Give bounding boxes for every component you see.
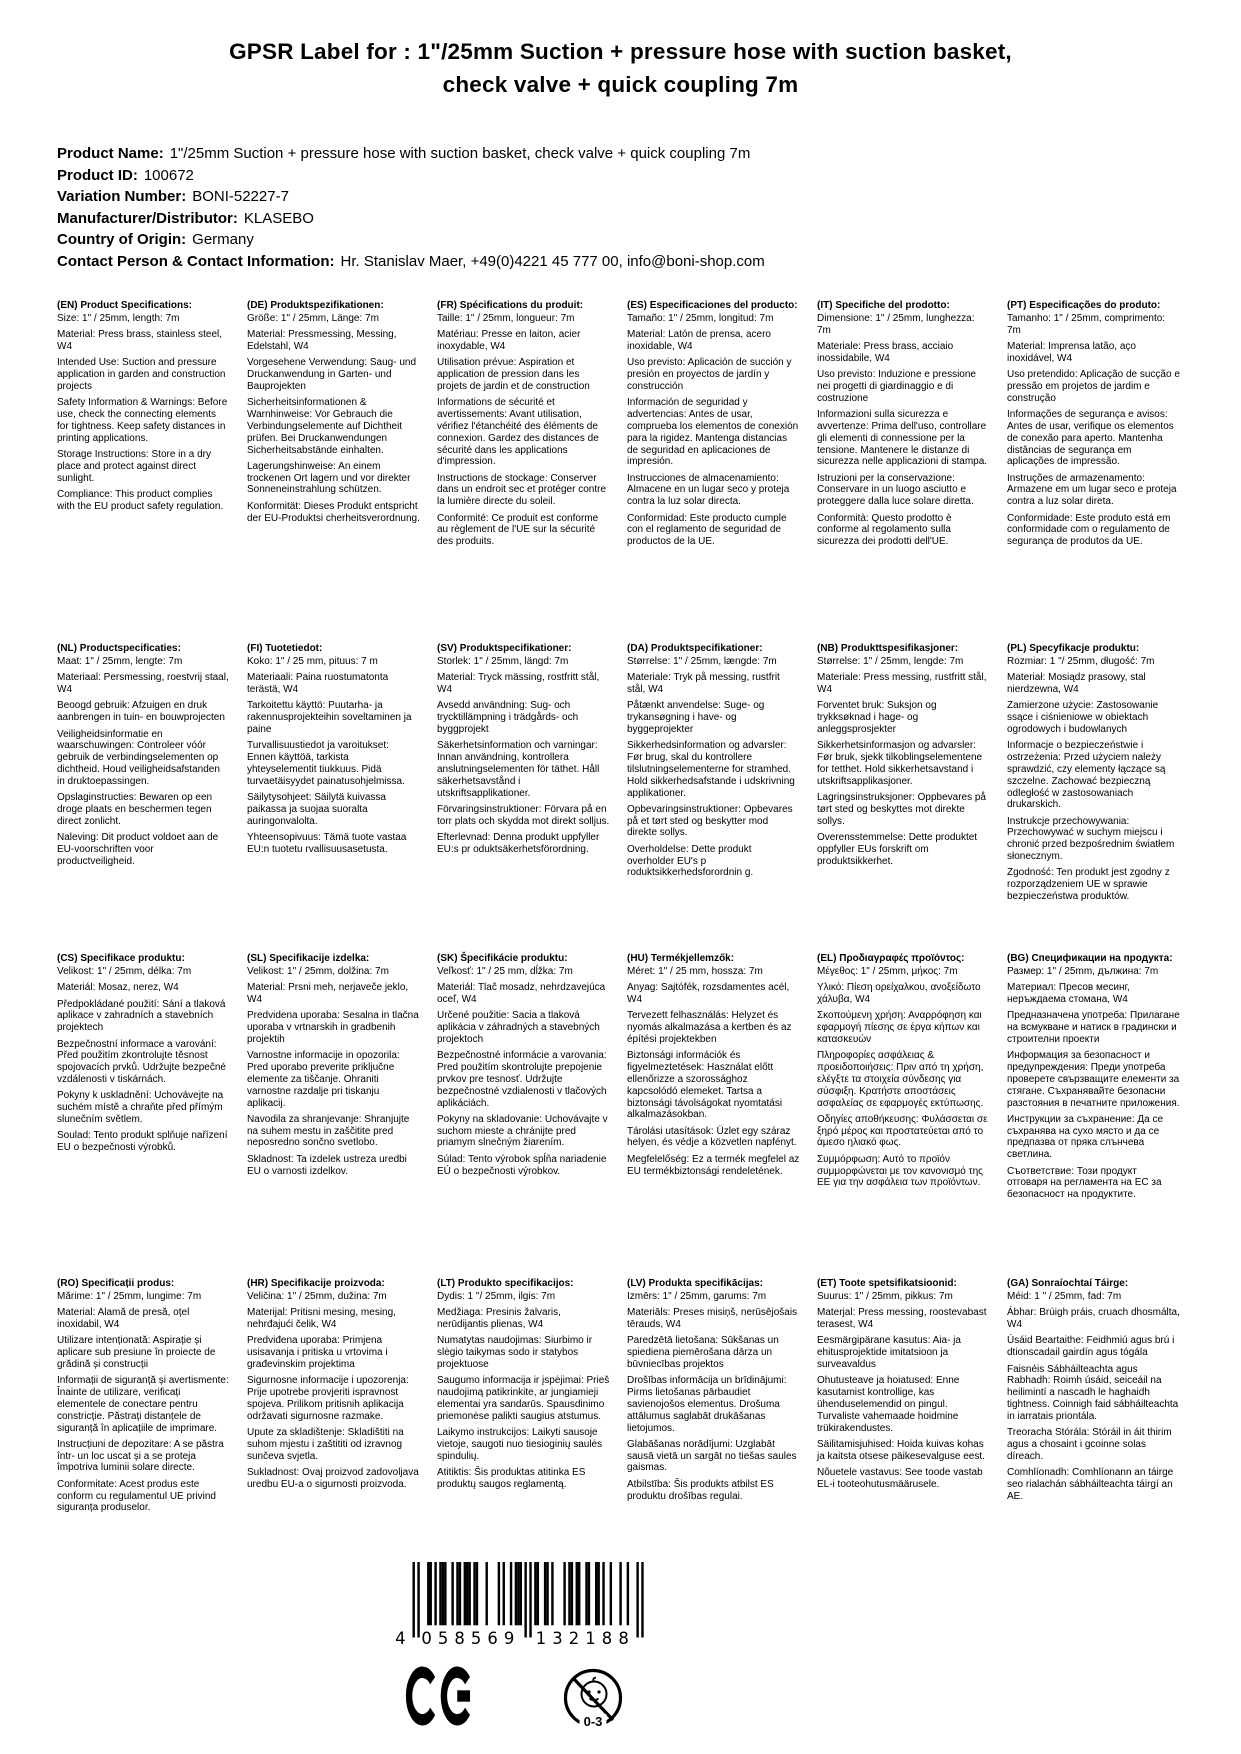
variation-number-value: BONI-52227-7 bbox=[192, 188, 289, 206]
age-warning-icon bbox=[562, 1665, 624, 1735]
spec-paragraph: Påtænkt anvendelse: Suge- og trykansøgning i have- og byggeprojekter bbox=[627, 700, 765, 736]
spec-paragraph: Συμμόρφωση: Αυτό το προϊόν συμμορφώνεται με τον κανονισμό της ΕΕ για την ασφάλεια των προϊόντων. bbox=[817, 1153, 983, 1189]
spec-block bbox=[247, 1278, 420, 1495]
barcode-digits-left: 058569 bbox=[421, 1629, 521, 1647]
spec-block bbox=[57, 300, 230, 517]
spec-block bbox=[627, 1278, 800, 1507]
spec-paragraph: Tamaño: 1" / 25mm, longitud: 7m bbox=[627, 313, 774, 325]
spec-paragraph: Tervezett felhasználás: Helyzet és nyomás alkalmazása a kertben és az építési projektekben bbox=[627, 1010, 792, 1046]
spec-paragraph: Předpokládané použití: Sání a tlaková aplikace v zahradních a stavebních projektech bbox=[57, 998, 226, 1034]
spec-paragraph: Sukladnost: Ovaj proizvod zadovoljava uredbu EU-a o sigurnosti proizvoda. bbox=[247, 1466, 419, 1490]
spec-paragraph: Rozmiar: 1 "/ 25mm, długość: 7m bbox=[1007, 656, 1155, 668]
spec-block bbox=[247, 300, 420, 529]
spec-paragraph: Veiligheidsinformatie en waarschuwingen: Controleer vóór gebruik de verbindingselementen op dichtheid. Houd veiligheidsafstanden in druktoepassingen. bbox=[57, 728, 220, 787]
spec-block-title: (NB) Produkttspesifikasjoner: bbox=[817, 643, 959, 655]
spec-block-title: (DE) Produktspezifikationen: bbox=[247, 300, 384, 312]
spec-paragraph: Informations de sécurité et avertissements: Avant utilisation, vérifiez l'étanchéité des éléments de connexion. Gardez des distances de sécurité dans les applications d'impression. bbox=[437, 397, 599, 468]
spec-paragraph: Saugumo informacija ir įspėjimai: Prieš naudojimą patikrinkite, ar jungiamieji elementai yra sandarūs. Spausdinimo priemonėse palikti saugius atstumus. bbox=[437, 1375, 610, 1422]
spec-block bbox=[437, 643, 610, 860]
spec-paragraph: Laikymo instrukcijos: Laikyti sausoje vietoje, saugoti nuo tiesioginių saulės spindulių. bbox=[437, 1427, 603, 1462]
spec-paragraph: Informazioni sulla sicurezza e avvertenze: Prima dell'uso, controllare gli elementi di connessione per la tensione. Mantenere le distanze di sicurezza nelle applicazioni di stampa. bbox=[817, 409, 988, 468]
spec-paragraph: Säkerhetsinformation och varningar: Innan användning, kontrollera anslutningselementen för täthet. Håll säkerhetsavstånd i utskriftsapplikationer. bbox=[437, 740, 600, 799]
spec-paragraph: Material: Tryck mässing, rostfritt stål, W4 bbox=[437, 672, 600, 696]
spec-paragraph: Größe: 1" / 25mm, Länge: 7m bbox=[247, 313, 379, 325]
spec-paragraph: Varnostne informacije in opozorila: Pred uporabo preverite priključne elemente za tiščanje. Ohraniti varnostne razdalje pri tiskanju aplikacij. bbox=[247, 1050, 400, 1109]
spec-paragraph: Instrukcje przechowywania: Przechowywać w suchym miejscu i chronić przed bezpośrednim światłem słonecznym. bbox=[1007, 815, 1175, 862]
spec-paragraph: Förvaringsinstruktioner: Förvara på en torr plats och skydda mot direkt solljus. bbox=[437, 803, 610, 827]
spec-paragraph: Предназначена употреба: Прилагане на всмукване и натиск в градински и строителни проекти bbox=[1007, 1010, 1180, 1046]
spec-paragraph: Μέγεθος: 1" / 25mm, μήκος: 7m bbox=[817, 966, 958, 978]
product-id-row bbox=[57, 165, 1184, 187]
spec-paragraph: Säilitamisjuhised: Hoida kuivas kohas ja kaitsta otsese päikesevalguse eest. bbox=[817, 1438, 985, 1462]
spec-block-title: (FR) Spécifications du produit: bbox=[437, 300, 584, 312]
spec-block bbox=[817, 1278, 990, 1495]
spec-block-title: (DA) Produktspecifikationer: bbox=[627, 643, 763, 655]
age-warning-label: 0-3 bbox=[583, 1714, 603, 1730]
spec-paragraph: Veľkosť: 1" / 25 mm, dĺžka: 7m bbox=[437, 966, 573, 978]
spec-paragraph: Atitiktis: Šis produktas atitinka ES produktų saugos reglamentą. bbox=[437, 1466, 586, 1490]
spec-paragraph: Materjal: Press messing, roostevabast terasest, W4 bbox=[817, 1307, 987, 1331]
spec-paragraph: Anyag: Sajtófék, rozsdamentes acél, W4 bbox=[627, 982, 790, 1006]
spec-paragraph: Treoracha Stórála: Stóráil in áit thirim agus a chosaint i gcoinne solas díreach. bbox=[1007, 1427, 1172, 1462]
spec-block-title: (GA) Sonraíochtaí Táirge: bbox=[1007, 1278, 1129, 1290]
product-id-label: Product ID: bbox=[57, 166, 138, 184]
spec-paragraph: Avsedd användning: Sug- och trycktillämpning i trädgårds- och byggprojekt bbox=[437, 700, 579, 736]
spec-paragraph: Materiale: Press brass, acciaio inossidabile, W4 bbox=[817, 341, 954, 364]
spec-paragraph: Materiał: Mosiądz prasowy, stal nierdzewna, W4 bbox=[1007, 672, 1146, 696]
spec-paragraph: Súlad: Tento výrobok spĺňa nariadenie EÚ o bezpečnosti výrobkov. bbox=[437, 1153, 607, 1177]
spec-paragraph: Velikost: 1" / 25mm, dolžina: 7m bbox=[247, 966, 389, 978]
spec-paragraph: Suurus: 1" / 25mm, pikkus: 7m bbox=[817, 1291, 953, 1303]
spec-paragraph: Material: Imprensa latão, aço inoxidável, W4 bbox=[1007, 341, 1136, 364]
spec-paragraph: Utilisation prévue: Aspiration et application de pression dans les projets de jardin et de construction bbox=[437, 357, 590, 393]
spec-paragraph: Storlek: 1" / 25mm, längd: 7m bbox=[437, 656, 569, 668]
spec-paragraph: Σκοπούμενη χρήση: Αναρρόφηση και εφαρμογή πίεσης σε έργα κήπων και κατασκευών bbox=[817, 1010, 982, 1046]
spec-paragraph: Predviđena uporaba: Primjena usisavanja i pritiska u vrtovima i građevinskim projektima bbox=[247, 1335, 388, 1371]
spec-paragraph: Ábhar: Brúigh práis, cruach dhosmálta, W4 bbox=[1007, 1307, 1180, 1331]
spec-paragraph: Intended Use: Suction and pressure application in garden and construction projects bbox=[57, 357, 226, 393]
spec-block bbox=[437, 953, 610, 1182]
barcode bbox=[393, 1562, 655, 1651]
spec-paragraph: Размер: 1" / 25mm, дължина: 7m bbox=[1007, 966, 1159, 978]
spec-block bbox=[627, 300, 800, 552]
spec-paragraph: Vorgesehene Verwendung: Saug- und Druckanwendung in Garten- und Bauprojekten bbox=[247, 357, 417, 393]
spec-paragraph: Eesmärgipärane kasutus: Aia- ja ehitusprojektide imitatsioon ja surveavaldus bbox=[817, 1335, 961, 1371]
spec-paragraph: Safety Information & Warnings: Before use, check the connecting elements for tightness. Keep safety distances in printing applications. bbox=[57, 397, 228, 444]
spec-paragraph: Compliance: This product complies with the EU product safety regulation. bbox=[57, 488, 224, 512]
spec-paragraph: Conformidade: Este produto está em conformidade com o regulamento de segurança de produtos da UE. bbox=[1007, 512, 1171, 548]
spec-paragraph: Istruzioni per la conservazione: Conservare in un luogo asciutto e proteggere dalla luce solare diretta. bbox=[817, 472, 974, 508]
spec-paragraph: Informações de segurança e avisos: Antes de usar, verifique os elementos de conexão para aperto. Mantenha distâncias de segurança em aplicações de impressão. bbox=[1007, 409, 1174, 468]
spec-paragraph: Matériau: Presse en laiton, acier inoxydable, W4 bbox=[437, 329, 581, 353]
spec-paragraph: Tamanho: 1" / 25mm, comprimento: 7m bbox=[1007, 313, 1166, 336]
spec-block bbox=[1007, 953, 1180, 1205]
spec-paragraph: Instructions de stockage: Conserver dans un endroit sec et protéger contre la lumière directe du soleil. bbox=[437, 472, 606, 508]
spec-paragraph: Lagringsinstruksjoner: Oppbevares på tørt sted og beskyttes mot direkte sollys. bbox=[817, 792, 986, 827]
spec-paragraph: Conformitate: Acest produs este conform cu regulamentul UE privind siguranța produselor. bbox=[57, 1478, 216, 1514]
spec-paragraph: Uso previsto: Induzione e pressione nei progetti di giardinaggio e di costruzione bbox=[817, 369, 976, 404]
spec-paragraph: Overensstemmelse: Dette produktet oppfyller EUs forskrift om produktsikkerhet. bbox=[817, 831, 978, 867]
spec-paragraph: Съответствие: Този продукт отговаря на регламента на ЕС за безопасност на продуктите. bbox=[1007, 1165, 1162, 1201]
spec-paragraph: Glabāšanas norādījumi: Uzglabāt sausā vietā un sargāt no tiešas saules gaismas. bbox=[627, 1438, 797, 1474]
spec-paragraph: Upute za skladištenje: Skladištiti na suhom mjestu i zaštititi od izravnog sunčeva svjetla. bbox=[247, 1427, 404, 1462]
barcode-digit-lead: 4 bbox=[395, 1629, 406, 1647]
spec-block bbox=[627, 953, 800, 1182]
spec-grid bbox=[57, 300, 1184, 1542]
spec-paragraph: Materiál: Tlač mosadz, nehrdzavejúca oceľ, W4 bbox=[437, 982, 606, 1006]
spec-block-title: (HU) Termékjellemzők: bbox=[627, 953, 735, 965]
variation-number-row bbox=[57, 186, 1184, 208]
spec-paragraph: Sigurnosne informacije i upozorenja: Prije upotrebe provjeriti ispravnost spojeva. Prilikom pritisnih aplikacija održavati sigurnosne razmake. bbox=[247, 1375, 409, 1422]
spec-paragraph: Taille: 1" / 25mm, longueur: 7m bbox=[437, 313, 575, 325]
spec-block bbox=[1007, 300, 1180, 552]
spec-block bbox=[627, 643, 800, 883]
spec-paragraph: Mărime: 1" / 25mm, lungime: 7m bbox=[57, 1291, 202, 1303]
spec-paragraph: Pokyny na skladovanie: Uchovávajte v suchom mieste a chránijte pred priamym slnečným žiarením. bbox=[437, 1113, 608, 1149]
spec-paragraph: Информация за безопасност и предупреждения: Преди употреба проверете свързващите елементи за стягане. Съхранявайте безопасни разстояния в печатните приложения. bbox=[1007, 1050, 1180, 1109]
spec-paragraph: Utilizare intenționată: Aspirație și aplicare sub presiune în proiecte de grădină și construcții bbox=[57, 1335, 216, 1371]
spec-paragraph: Инструкции за съхранение: Да се съхранява на сухо място и да се предпазва от пряка слънчева светлина. bbox=[1007, 1113, 1164, 1161]
spec-paragraph: Informații de siguranță și avertismente: Înainte de utilizare, verificați elementele de conectare pentru constricție. Păstrați distanțele de siguranță în aplicațiile de imprimare. bbox=[57, 1375, 229, 1434]
spec-paragraph: Storage Instructions: Store in a dry place and protect against direct sunlight. bbox=[57, 449, 211, 484]
spec-block-title: (NL) Productspecificaties: bbox=[57, 643, 181, 655]
spec-paragraph: Material: Latón de prensa, acero inoxidable, W4 bbox=[627, 329, 771, 353]
spec-paragraph: Conformidad: Este producto cumple con el reglamento de seguridad de productos de la UE. bbox=[627, 512, 787, 548]
spec-row bbox=[57, 643, 1184, 953]
variation-number-label: Variation Number: bbox=[57, 188, 187, 206]
manufacturer-label: Manufacturer/Distributor: bbox=[57, 209, 238, 227]
spec-block-title: (PL) Specyfikacje produktu: bbox=[1007, 643, 1140, 655]
spec-block-title: (LV) Produkta specifikācijas: bbox=[627, 1278, 763, 1290]
spec-block-title: (LT) Produkto specifikacijos: bbox=[437, 1278, 574, 1290]
spec-block bbox=[817, 300, 990, 552]
spec-paragraph: Zgodność: Ten produkt jest zgodny z rozporządzeniem UE w sprawie bezpieczeństwa produktów. bbox=[1007, 867, 1170, 902]
spec-paragraph: Konformität: Dieses Produkt entspricht der EU-Produktsi cherheitsverordnung. bbox=[247, 500, 420, 524]
spec-paragraph: Size: 1" / 25mm, length: 7m bbox=[57, 313, 180, 325]
ce-mark-icon bbox=[405, 1665, 477, 1727]
spec-paragraph: Materiál: Mosaz, nerez, W4 bbox=[57, 982, 179, 994]
spec-block bbox=[57, 953, 230, 1158]
spec-paragraph: Materiale: Tryk på messing, rustfrit stål, W4 bbox=[627, 672, 780, 696]
contact-label: Contact Person & Contact Information: bbox=[57, 252, 335, 270]
spec-paragraph: Méret: 1" / 25 mm, hossza: 7m bbox=[627, 966, 763, 978]
spec-paragraph: Maat: 1" / 25mm, lengte: 7m bbox=[57, 656, 183, 668]
spec-paragraph: Turvallisuustiedot ja varoitukset: Ennen käyttöä, tarkista yhteyselementit tiukkuus. Pidä turvaetäisyydet painatusohjelmissa. bbox=[247, 740, 405, 787]
spec-row bbox=[57, 1278, 1184, 1542]
manufacturer-row bbox=[57, 208, 1184, 230]
spec-paragraph: Lagerungshinweise: An einem trockenen Ort lagern und vor direkter Sonneneinstrahlung schützen. bbox=[247, 460, 411, 496]
spec-block-title: (RO) Specificații produs: bbox=[57, 1278, 175, 1290]
spec-paragraph: Ohutusteave ja hoiatused: Enne kasutamist kontrollige, kas ühenduselemendid on pingul. Turvaliste vahemaade hoidmine trükirakendustes. bbox=[817, 1375, 960, 1434]
spec-paragraph: Säilytysohjeet: Säilytä kuivassa paikassa ja suojaa suoralta auringonvalolta. bbox=[247, 792, 386, 827]
spec-block bbox=[1007, 643, 1180, 907]
spec-block-title: (IT) Specifiche del prodotto: bbox=[817, 300, 950, 312]
spec-paragraph: Materiale: Press messing, rustfritt stål, W4 bbox=[817, 672, 987, 696]
spec-paragraph: Sicherheitsinformationen & Warnhinweise: Vor Gebrauch die Verbindungselemente auf Dichtheit prüfen. Bei Druckanwendungen Sicherheitsabstände einhalten. bbox=[247, 397, 403, 456]
product-id-value: 100672 bbox=[143, 166, 194, 184]
spec-paragraph: Beoogd gebruik: Afzuigen en druk aanbrengen in tuin- en bouwprojecten bbox=[57, 700, 225, 724]
spec-paragraph: Dydis: 1 "/ 25mm, ilgis: 7m bbox=[437, 1291, 556, 1303]
spec-block-title: (HR) Specifikacije proizvoda: bbox=[247, 1278, 385, 1290]
spec-paragraph: Méid: 1 " / 25mm, fad: 7m bbox=[1007, 1291, 1122, 1303]
spec-paragraph: Forventet bruk: Suksjon og trykksøknad i hage- og anleggsprosjekter bbox=[817, 700, 937, 736]
spec-paragraph: Overholdelse: Dette produkt overholder EU's p roduktsikkerhedsforordnin g. bbox=[627, 843, 754, 879]
spec-paragraph: Paredzētā lietošana: Sūkšanas un spiediena piemērošana dārza un būvniecības projektos bbox=[627, 1335, 779, 1371]
product-name-row bbox=[57, 143, 1184, 165]
spec-paragraph: Nõuetele vastavus: See toode vastab EL-i tooteohutusmäärusele. bbox=[817, 1466, 983, 1490]
spec-paragraph: Koko: 1" / 25 mm, pituus: 7 m bbox=[247, 656, 378, 668]
spec-paragraph: Drošības informācija un brīdinājumi: Pirms lietošanas pārbaudiet savienojošos elementus. Drošuma attālumus saglabāt drukāšanas lietojumos. bbox=[627, 1375, 787, 1434]
spec-paragraph: Materiaal: Persmessing, roestvrij staal, W4 bbox=[57, 672, 229, 696]
spec-paragraph: Opbevaringsinstruktioner: Opbevares på et tørt sted og beskytter mod direkte sollys. bbox=[627, 803, 793, 839]
spec-paragraph: Izmērs: 1" / 25mm, garums: 7m bbox=[627, 1291, 767, 1303]
spec-paragraph: Opslaginstructies: Bewaren op een droge plaats en beschermen tegen direct zonlicht. bbox=[57, 792, 213, 827]
barcode-bars bbox=[393, 1562, 651, 1646]
spec-paragraph: Predvidena uporaba: Sesalna in tlačna uporaba v vrtnarskih in gradbenih projektih bbox=[247, 1010, 419, 1046]
spec-paragraph: Biztonsági információk és figyelmeztetések: Használat előtt ellenőrizze a szorossághoz kapcsolódó elemeket. Tartsa a biztonsági távolságokat nyomtatási alkalmazásokban. bbox=[627, 1050, 783, 1121]
country-of-origin-label: Country of Origin: bbox=[57, 231, 187, 249]
spec-paragraph: Atbilstība: Šis produkts atbilst ES produktu drošības regulai. bbox=[627, 1478, 774, 1502]
spec-block-title: (EL) Προδιαγραφές προϊόντος: bbox=[817, 953, 965, 965]
spec-block-title: (ET) Toote spetsifikatsioonid: bbox=[817, 1278, 957, 1290]
spec-block bbox=[437, 300, 610, 552]
barcode-digits-right: 132188 bbox=[535, 1629, 635, 1647]
spec-paragraph: Veličina: 1" / 25mm, dužina: 7m bbox=[247, 1291, 387, 1303]
spec-paragraph: Materiaali: Paina ruostumatonta terästä, W4 bbox=[247, 672, 389, 696]
spec-paragraph: Conformità: Questo prodotto è conforme al regolamento sulla sicurezza dei prodotti dell'UE. bbox=[817, 512, 952, 548]
spec-paragraph: Størrelse: 1" / 25mm, lengde: 7m bbox=[817, 656, 964, 668]
spec-block bbox=[437, 1278, 610, 1495]
spec-paragraph: Material: Press brass, stainless steel, W4 bbox=[57, 329, 223, 353]
spec-paragraph: Uso pretendido: Aplicação de sucção e pressão em projetos de jardim e construção bbox=[1007, 369, 1180, 404]
compliance-symbols bbox=[405, 1665, 1184, 1735]
spec-paragraph: Οδηγίες αποθήκευσης: Φυλάσσεται σε ξηρό μέρος και προστατεύεται από το άμεσο ηλιακό φως. bbox=[817, 1113, 988, 1149]
spec-paragraph: Úsáid Beartaithe: Feidhmiú agus brú i dtionscadail gairdín agus tógála bbox=[1007, 1335, 1175, 1359]
spec-paragraph: Instrucciones de almacenamiento: Almacene en un lugar seco y proteja contra la luz solar directa. bbox=[627, 472, 790, 508]
page-title: GPSR Label for : 1"/25mm Suction + pressure hose with suction basket, check valve + quick coupling 7m bbox=[229, 39, 1012, 97]
spec-paragraph: Velikost: 1" / 25mm, délka: 7m bbox=[57, 966, 192, 978]
contact-value: Hr. Stanislav Maer, +49(0)4221 45 777 00, info@boni-shop.com bbox=[340, 252, 765, 270]
spec-paragraph: Материал: Пресов месинг, неръждаема стомана, W4 bbox=[1007, 982, 1130, 1006]
spec-paragraph: Material: Alamă de presă, oțel inoxidabil, W4 bbox=[57, 1307, 190, 1331]
spec-block bbox=[1007, 1278, 1180, 1507]
spec-block bbox=[57, 1278, 230, 1518]
spec-block-title: (SV) Produktspecifikationer: bbox=[437, 643, 572, 655]
spec-block-title: (EN) Product Specifications: bbox=[57, 300, 193, 312]
spec-block-title: (SK) Špecifikácie produktu: bbox=[437, 953, 568, 965]
spec-paragraph: Πληροφορίες ασφάλειας & προειδοποιήσεις: Πριν από τη χρήση, ελέγξτε τα στοιχεία σύνδεσης για σύσφιξη. Κρατήστε αποστάσεις ασφαλείας σε εφαρμογές εκτύπωσης. bbox=[817, 1050, 984, 1109]
spec-paragraph: Informacje o bezpieczeństwie i ostrzeżenia: Przed użyciem należy sprawdzić, czy elementy łączące są szczelne. Zachować bezpieczną odległość w zastosowaniach drukarskich. bbox=[1007, 740, 1166, 811]
spec-block-title: (ES) Especificaciones del producto: bbox=[627, 300, 798, 312]
spec-paragraph: Určené použitie: Sacia a tlaková aplikácia v záhradných a stavebných projektoch bbox=[437, 1010, 600, 1046]
spec-paragraph: Navodila za shranjevanje: Shranjujte na suhem mestu in zaščitite pred neposredno sončno svetlobo. bbox=[247, 1113, 410, 1149]
spec-block-title: (FI) Tuotetiedot: bbox=[247, 643, 323, 655]
product-name-label: Product Name: bbox=[57, 145, 164, 163]
spec-paragraph: Υλικό: Πίεση ορείχαλκου, ανοξείδωτο χάλυβα, W4 bbox=[817, 982, 981, 1006]
spec-paragraph: Soulad: Tento produkt splňuje nařízení EU o bezpečnosti výrobků. bbox=[57, 1130, 228, 1153]
contact-row bbox=[57, 251, 1184, 273]
spec-paragraph: Skladnost: Ta izdelek ustreza uredbi EU o varnosti izdelkov. bbox=[247, 1153, 407, 1177]
spec-block-title: (BG) Спецификации на продукта: bbox=[1007, 953, 1173, 965]
product-name-value: 1"/25mm Suction + pressure hose with suction basket, check valve + quick coupling 7m bbox=[169, 145, 751, 163]
spec-block-title: (PT) Especificações do produto: bbox=[1007, 300, 1161, 312]
spec-paragraph: Størrelse: 1" / 25mm, længde: 7m bbox=[627, 656, 777, 668]
spec-paragraph: Pokyny k uskladnění: Uchovávejte na suchém místě a chraňte před přímým slunečním světlem. bbox=[57, 1090, 224, 1125]
spec-paragraph: Bezpečnostné informácie a varovania: Pred použitím skontrolujte prepojenie prvkov pre tesnosť. Udržujte bezpečnostné vzdialenosti v tlačových aplikáciách. bbox=[437, 1050, 607, 1109]
spec-paragraph: Naleving: Dit product voldoet aan de EU-voorschriften voor productveiligheid. bbox=[57, 831, 219, 867]
spec-block bbox=[817, 643, 990, 872]
spec-block bbox=[247, 643, 420, 860]
country-of-origin-row bbox=[57, 229, 1184, 251]
spec-paragraph: Faisnéis Sábháilteachta agus Rabhadh: Roimh úsáid, seiceáil na heilimintí a nascadh le haghaidh tightness. Coinnigh faid sábháilteachta in iarratais priontála. bbox=[1007, 1363, 1179, 1422]
spec-paragraph: Sikkerhetsinformasjon og advarsler: Før bruk, sjekk tilkoblingselementene for tetthet. Hold sikkerhetsavstand i utskriftsapplikasjoner. bbox=[817, 740, 983, 787]
spec-paragraph: Materiāls: Preses misiņš, nerūsējošais tērauds, W4 bbox=[627, 1307, 798, 1331]
spec-row bbox=[57, 300, 1184, 643]
spec-paragraph: Conformité: Ce produit est conforme au règlement de l'UE sur la sécurité des produits. bbox=[437, 512, 599, 548]
spec-block bbox=[57, 643, 230, 872]
spec-row bbox=[57, 953, 1184, 1278]
product-info bbox=[57, 143, 1184, 272]
spec-paragraph: Uso previsto: Aplicación de succión y presión en proyectos de jardín y construcción bbox=[627, 357, 792, 393]
spec-paragraph: Instruções de armazenamento: Armazene em um lugar seco e proteja contra a luz solar direta. bbox=[1007, 472, 1177, 508]
spec-paragraph: Materijal: Pritisni mesing, mesing, nehrđajući čelik, W4 bbox=[247, 1307, 396, 1331]
spec-block-title: (CS) Specifikace produktu: bbox=[57, 953, 185, 965]
spec-paragraph: Material: Pressmessing, Messing, Edelstahl, W4 bbox=[247, 329, 397, 353]
spec-paragraph: Tarkoitettu käyttö: Puutarha- ja rakennusprojekteihin soveltaminen ja paine bbox=[247, 700, 412, 736]
spec-paragraph: Sikkerhedsinformation og advarsler: Før brug, skal du kontrollere tilslutningselementerne for stramhed. Hold sikkerhedsafstande i udskrivning applikationer. bbox=[627, 740, 795, 799]
spec-paragraph: Medžiaga: Presinis žalvaris, nerūdijantis plienas, W4 bbox=[437, 1307, 561, 1331]
spec-paragraph: Tárolási utasítások: Üzlet egy száraz helyen, és védje a közvetlen napfényt. bbox=[627, 1125, 797, 1149]
spec-paragraph: Zamierzone użycie: Zastosowanie ssące i ciśnieniowe w obiektach ogrodowych i budowlanych bbox=[1007, 700, 1159, 736]
spec-paragraph: Material: Prsni meh, nerjaveče jeklo, W4 bbox=[247, 982, 409, 1006]
spec-block bbox=[817, 953, 990, 1193]
spec-paragraph: Efterlevnad: Denna produkt uppfyller EU:s pr oduktsäkerhetsförordning. bbox=[437, 831, 600, 855]
spec-block-title: (SL) Specifikacije izdelka: bbox=[247, 953, 370, 965]
country-of-origin-value: Germany bbox=[192, 231, 254, 249]
spec-paragraph: Instrucțiuni de depozitare: A se păstra într- un loc uscat și a se proteja împotriva luminii solare directe. bbox=[57, 1438, 224, 1474]
manufacturer-value: KLASEBO bbox=[243, 209, 314, 227]
spec-paragraph: Numatytas naudojimas: Siurbimo ir slėgio taikymas sodo ir statybos projektuose bbox=[437, 1335, 593, 1371]
spec-paragraph: Yhteensopivuus: Tämä tuote vastaa EU:n tuotetu rvallisuusasetusta. bbox=[247, 831, 407, 855]
spec-block bbox=[247, 953, 420, 1182]
spec-paragraph: Megfelelőség: Ez a termék megfelel az EU termékbiztonsági rendeletének. bbox=[627, 1153, 800, 1177]
spec-paragraph: Dimensione: 1" / 25mm, lunghezza: 7m bbox=[817, 313, 975, 336]
spec-paragraph: Comhlíonadh: Comhlíonann an táirge seo rialachán sábháilteachta táirgí an AE. bbox=[1007, 1466, 1174, 1502]
spec-paragraph: Bezpečnostní informace a varování: Před použitím zkontrolujte těsnost spojovacích prvků. Udržujte bezpečné vzdálenosti v tiskárnách. bbox=[57, 1038, 226, 1085]
spec-paragraph: Información de seguridad y advertencias: Antes de usar, comprueba los elementos de conexión para la rigidez. Mantenga distancias de seguridad en aplicaciones de impresión. bbox=[627, 397, 799, 468]
